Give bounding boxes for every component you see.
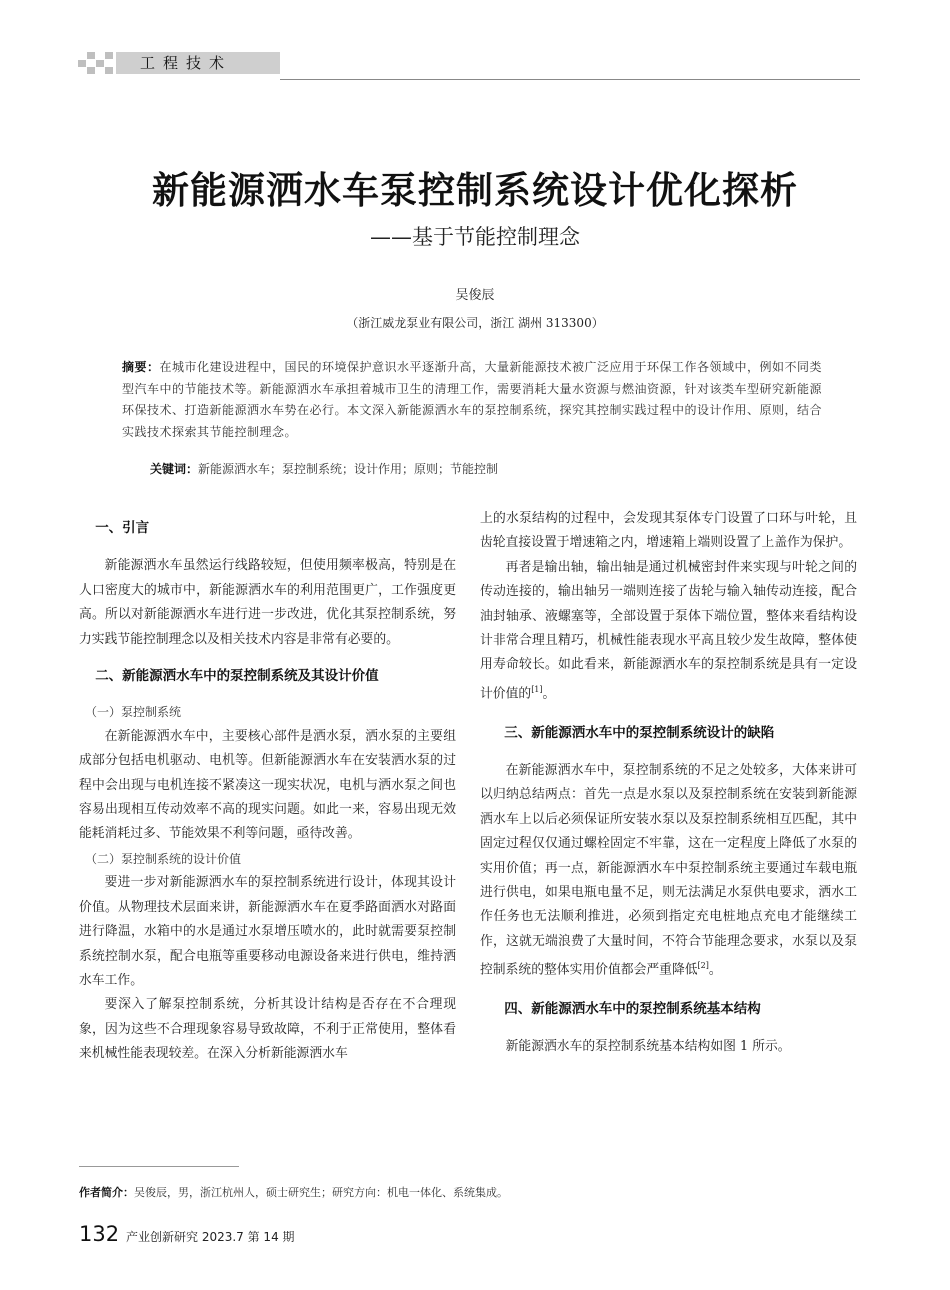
paragraph <box>480 556 857 707</box>
citation-ref: [1] <box>531 684 543 694</box>
citation-ref: [2] <box>697 961 709 971</box>
footnote-label: 作者简介： <box>79 1186 134 1199</box>
keywords <box>150 459 830 479</box>
paragraph-end: 。 <box>542 686 556 702</box>
paragraph <box>480 759 857 983</box>
paragraph: 要深入了解泵控制系统，分析其设计结构是否存在不合理现象，因为这些不合理现象容易导致故障，不利于正常使用，整体看来机械性能表现较差。在深入分析新能源洒水车 <box>79 997 456 1062</box>
paragraph: 上的水泵结构的过程中，会发现其泵体专门设置了口环与叶轮，且齿轮直接设置于增速箱之内，增速箱上端则设置了上盖作为保护。 <box>480 511 857 551</box>
paragraph: 新能源洒水车虽然运行线路较短，但使用频率极高，特别是在人口密度大的城市中，新能源洒水车的利用范围更广，工作强度更高。所以对新能源洒水车进行进一步改进，优化其泵控制系统，努力实践节能控制理念以及相关技术内容是非常有必要的。 <box>79 558 456 647</box>
section-heading-3: 三、新能源洒水车中的泵控制系统设计的缺陷 <box>504 724 775 741</box>
footnote-text: 吴俊辰，男，浙江杭州人，硕士研究生；研究方向：机电一体化、系统集成。 <box>134 1186 508 1199</box>
section-heading-4: 四、新能源洒水车中的泵控制系统基本结构 <box>504 1000 761 1017</box>
keywords-text: 新能源洒水车；泵控制系统；设计作用；原则；节能控制 <box>198 462 499 476</box>
paragraph: 要进一步对新能源洒水车的泵控制系统进行设计，体现其设计价值。从物理技术层面来讲，新能源洒水车在夏季路面洒水对路面进行降温，水箱中的水是通过水泵增压喷水的，此时就需要泵控制系统控制水泵，配合电瓶等重要移动电源设备来进行供电，维持洒水车工作。 <box>79 875 456 988</box>
abstract-label: 摘要： <box>122 360 160 374</box>
section-heading-intro: 一、引言 <box>95 520 150 536</box>
author-name: 吴俊辰 <box>455 288 495 303</box>
paragraph: 新能源洒水车的泵控制系统基本结构如图 1 所示。 <box>505 1039 791 1055</box>
author-footnote <box>79 1184 508 1200</box>
paragraph-end: 。 <box>708 962 722 978</box>
section-heading-2: 二、新能源洒水车中的泵控制系统及其设计价值 <box>95 668 379 685</box>
footnote-rule <box>79 1166 239 1167</box>
subsection-heading: （二）泵控制系统的设计价值 <box>85 851 242 866</box>
right-column <box>480 507 857 1060</box>
header-decoration <box>78 52 114 74</box>
paragraph: 在新能源洒水车中，主要核心部件是洒水泵，洒水泵的主要组成部分包括电机驱动、电机等。但新能源洒水车在安装洒水泵的过程中会出现与电机连接不紧凑这一现实状况，电机与洒水泵之间也容易出现相互传动效率不高的现实问题。如此一来，容易出现无效能耗消耗过多、节能效果不利等问题，亟待改善。 <box>79 728 456 842</box>
abstract <box>122 357 828 444</box>
subsection-heading: （一）泵控制系统 <box>85 705 182 720</box>
keywords-label: 关键词： <box>150 462 199 476</box>
section-label: 工程技术 <box>140 54 233 72</box>
header-rule <box>280 79 860 80</box>
paragraph-text: 在新能源洒水车中，泵控制系统的不足之处较多，大体来讲可以归纳总结两点：首先一点是水泵以及泵控制系统在安装到新能源洒水车上以后必须保证所安装水泵以及泵控制系统相互匹配，其中固定过程仅仅通过螺栓固定不牢靠，这在一定程度上降低了水泵的实用价值；再一点，新能源洒水车中泵控制系统主要通过车载电瓶进行供电，如果电瓶电量不足，则无法满足水泵供电要求，洒水工作任务也无法顺利推进，必须到指定充电桩地点充电才能继续工作，这就无端浪费了大量时间，不符合节能理念要求，水泵以及泵控制系统的整体实用价值都会严重降低 <box>480 762 857 978</box>
paragraph-text: 再者是输出轴，输出轴是通过机械密封件来实现与叶轮之间的传动连接的，输出轴另一端则连接了齿轮与输入轴传动连接，配合油封轴承、液螺塞等，全部设置于泵体下端位置，整体来看结构设计非常合理且精巧，机械性能表现水平高且较少发生故障，整体使用寿命较长。如此看来，新能源洒水车的泵控制系统是具有一定设计价值的 <box>480 559 857 702</box>
abstract-text: 在城市化建设进程中，国民的环境保护意识水平逐渐升高，大量新能源技术被广泛应用于环保工作各领域中，例如不同类型汽车中的节能技术等。新能源洒水车承担着城市卫生的清理工作，需要消耗大量水资源与燃油资源，针对该类车型研究新能源环保技术、打造新能源洒水车势在必行。本文深入新能源洒水车的泵控制系统，探究其控制实践过程中的设计作用、原则，结合实践技术探索其节能控制理念。 <box>122 360 823 440</box>
page-number: 132 <box>79 1222 120 1246</box>
author-affiliation: （浙江威龙泵业有限公司，浙江 湖州 313300） <box>346 316 604 330</box>
left-column <box>79 516 456 1067</box>
journal-info: 产业创新研究 2023.7 第 14 期 <box>126 1230 295 1244</box>
article-title: 新能源洒水车泵控制系统设计优化探析 <box>152 169 798 212</box>
article-subtitle: ——基于节能控制理念 <box>370 225 580 249</box>
